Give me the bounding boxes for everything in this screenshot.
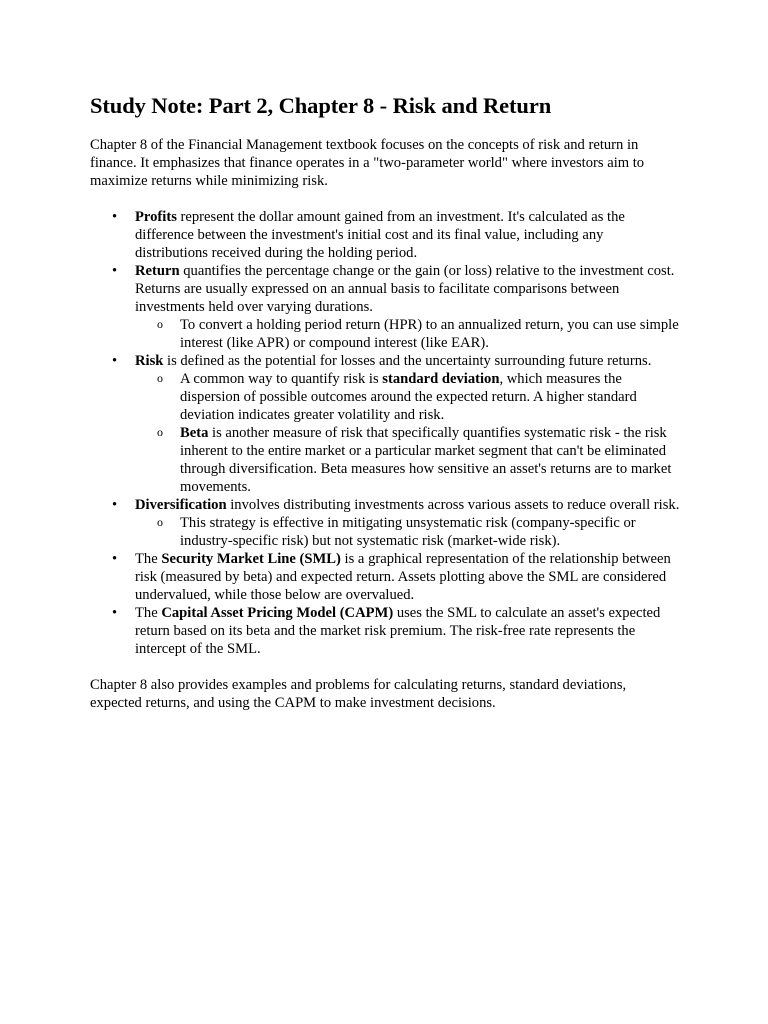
item-text: is defined as the potential for losses and the uncertainty surrounding future returns. xyxy=(163,353,652,369)
list-item xyxy=(90,262,680,352)
item-term: Capital Asset Pricing Model (CAPM) xyxy=(161,605,394,621)
sub-item-text: , which measures the dispersion of possible outcomes around the expected return. A higher standard deviation indicates greater volatility and risk. xyxy=(180,371,637,423)
sub-list xyxy=(135,316,680,352)
sub-item-prefix: A common way to quantify risk is xyxy=(180,371,383,387)
bullet-icon: • xyxy=(112,551,118,567)
item-text: quantifies the percentage change or the gain (or loss) relative to the investment cost. Returns are usually expressed on an annual basis to facilitate comparisons between investments held over varying durations. xyxy=(135,263,675,315)
list-item xyxy=(90,604,680,658)
item-text: is a graphical representation of the relationship between risk (measured by beta) and expected return. Assets plotting above the SML are considered undervalued, while those below are overvalued. xyxy=(135,551,671,603)
page-title: Study Note: Part 2, Chapter 8 - Risk and Return xyxy=(90,93,552,118)
list-item xyxy=(90,496,680,550)
bullet-icon: • xyxy=(112,209,118,225)
sub-item-prefix: This strategy is effective in mitigating unsystematic risk (company-specific or industry-specific risk) but not systematic risk (market-wide risk). xyxy=(180,515,636,549)
sub-list xyxy=(135,514,680,550)
sub-bullet-icon: o xyxy=(157,425,163,439)
item-text: represent the dollar amount gained from an investment. It's calculated as the difference between the investment's initial cost and its final value, including any distributions received during the holding period. xyxy=(135,209,625,261)
item-term: Profits xyxy=(135,209,177,225)
closing-paragraph: Chapter 8 also provides examples and problems for calculating returns, standard deviations, expected returns, and using the CAPM to make investment decisions. xyxy=(90,677,627,711)
sub-list-item xyxy=(135,514,680,550)
bullet-list xyxy=(90,208,680,658)
sub-item-term: Beta xyxy=(180,425,209,441)
sub-bullet-icon: o xyxy=(157,317,163,331)
list-item xyxy=(90,352,680,496)
item-term: Security Market Line (SML) xyxy=(161,551,341,567)
sub-item-prefix: To convert a holding period return (HPR) to an annualized return, you can use simple interest (like APR) or compound interest (like EAR). xyxy=(180,317,679,351)
sub-list-item xyxy=(135,316,680,352)
sub-list-item xyxy=(135,424,680,496)
item-term: Diversification xyxy=(135,497,227,513)
bullet-icon: • xyxy=(112,353,118,369)
item-term: Return xyxy=(135,263,180,279)
sub-bullet-icon: o xyxy=(157,515,163,529)
intro-paragraph: Chapter 8 of the Financial Management textbook focuses on the concepts of risk and return in finance. It emphasizes that finance operates in a "two-parameter world" where investors aim to maximize returns while minimizing risk. xyxy=(90,137,645,189)
sub-list-item xyxy=(135,370,680,424)
list-item xyxy=(90,208,680,262)
bullet-icon: • xyxy=(112,497,118,513)
item-text: uses the SML to calculate an asset's expected return based on its beta and the market risk premium. The risk-free rate represents the intercept of the SML. xyxy=(135,605,661,657)
sub-list xyxy=(135,370,680,496)
sub-item-text: is another measure of risk that specifically quantifies systematic risk - the risk inherent to the entire market or a particular market segment that can't be eliminated through diversification. Beta measures how sensitive an asset's returns are to market movements. xyxy=(180,425,672,495)
bullet-icon: • xyxy=(112,605,118,621)
bullet-icon: • xyxy=(112,263,118,279)
document-page xyxy=(90,92,680,712)
list-item xyxy=(90,550,680,604)
item-text: involves distributing investments across various assets to reduce overall risk. xyxy=(226,497,680,513)
item-prefix: The xyxy=(135,551,162,567)
sub-bullet-icon: o xyxy=(157,371,163,385)
item-prefix: The xyxy=(135,605,162,621)
item-term: Risk xyxy=(135,353,164,369)
sub-item-term: standard deviation xyxy=(382,371,500,387)
